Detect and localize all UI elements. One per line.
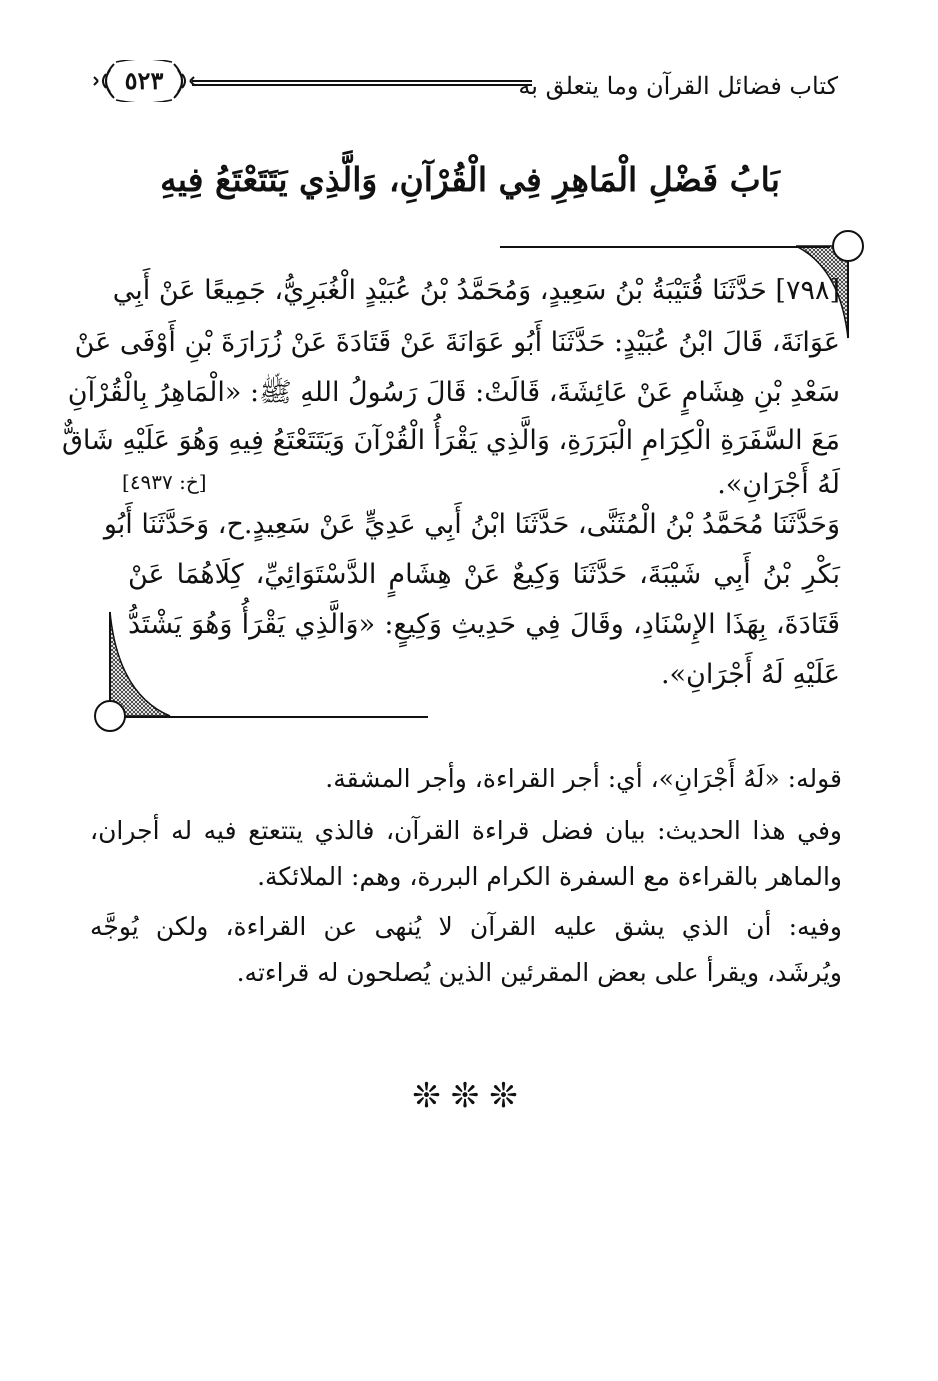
commentary-line: قوله: «لَهُ أَجْرَانِ»، أي: أجر القراءة، وأجر المشقة. [325, 764, 842, 793]
hadith-text-line: [٧٩٨] حَدَّثَنَا قُتَيْبَةُ بْنُ سَعِيدٍ، وَمُحَمَّدُ بْنُ عُبَيْدٍ الْغُبَرِيُّ، جَمِيعًا عَنْ أَبِي [112, 275, 840, 306]
chapter-title: بَابُ فَضْلِ الْمَاهِرِ فِي الْقُرْآنِ، وَالَّذِي يَتَتَعْتَعُ فِيهِ [160, 160, 780, 199]
hadith-text-line: وَحَدَّثَنَا مُحَمَّدُ بْنُ الْمُثَنَّى، حَدَّثَنَا ابْنُ أَبِي عَدِيٍّ عَنْ سَعِيدٍ.ح، وَحَدَّثَنَا أَبُو [103, 509, 840, 540]
commentary-line: وفي هذا الحديث: بيان فضل قراءة القرآن، فالذي يتتعتع فيه له أجران، [90, 816, 842, 845]
section-end-ornament: ❊❊❊ [412, 1076, 528, 1116]
hadith-text-line: بَكْرِ بْنُ أَبِي شَيْبَةَ، حَدَّثَنَا وَكِيعٌ عَنْ هِشَامٍ الدَّسْتَوَائِيِّ، كِلَاهُمَا عَنْ [128, 559, 840, 590]
hadith-text-line: مَعَ السَّفَرَةِ الْكِرَامِ الْبَرَرَةِ، وَالَّذِي يَقْرَأُ الْقُرْآنَ وَيَتَتَعْتَعُ فِيهِ وَهُوَ عَلَيْهِ شَاقٌّ [61, 425, 840, 456]
hadith-text-line: قَتَادَةَ، بِهَذَا الإِسْنَادِ، وقَالَ فِي حَدِيثِ وَكِيعٍ: «وَالَّذِي يَقْرَأُ وَهُوَ يَشْتَدُّ [128, 609, 840, 640]
frame-top-rule [500, 246, 830, 248]
header-rule [192, 80, 532, 86]
commentary-line: والماهر بالقراءة مع السفرة الكرام البررة، وهم: الملائكة. [257, 862, 842, 891]
hadith-text-line: عَلَيْهِ لَهُ أَجْرَانِ». [660, 659, 840, 690]
hadith-text-line: سَعْدِ بْنِ هِشَامٍ عَنْ عَائِشَةَ، قَالَتْ: قَالَ رَسُولُ اللهِ ﷺ: «الْمَاهِرُ بِالْقُرْآنِ [67, 377, 840, 408]
bukhari-reference: [خ: ٤٩٣٧] [122, 470, 207, 494]
running-head: كتاب فضائل القرآن وما يتعلق به [518, 72, 838, 100]
commentary-line: ويُرشَد، ويقرأ على بعض المقرئين الذين يُصلحون له قراءته. [236, 958, 842, 987]
commentary-line: وفيه: أن الذي يشق عليه القرآن لا يُنهى عن القراءة، ولكن يُوجَّه [90, 912, 842, 941]
hadith-text-line: عَوَانَةَ، قَالَ ابْنُ عُبَيْدٍ: حَدَّثَنَا أَبُو عَوَانَةَ عَنْ قَتَادَةَ عَنْ زُرَارَةَ بْنِ أَوْفَى عَنْ [74, 327, 840, 358]
hadith-text-line: لَهُ أَجْرَانِ». [717, 469, 840, 500]
page-number: ٥٢٣ [124, 66, 164, 95]
